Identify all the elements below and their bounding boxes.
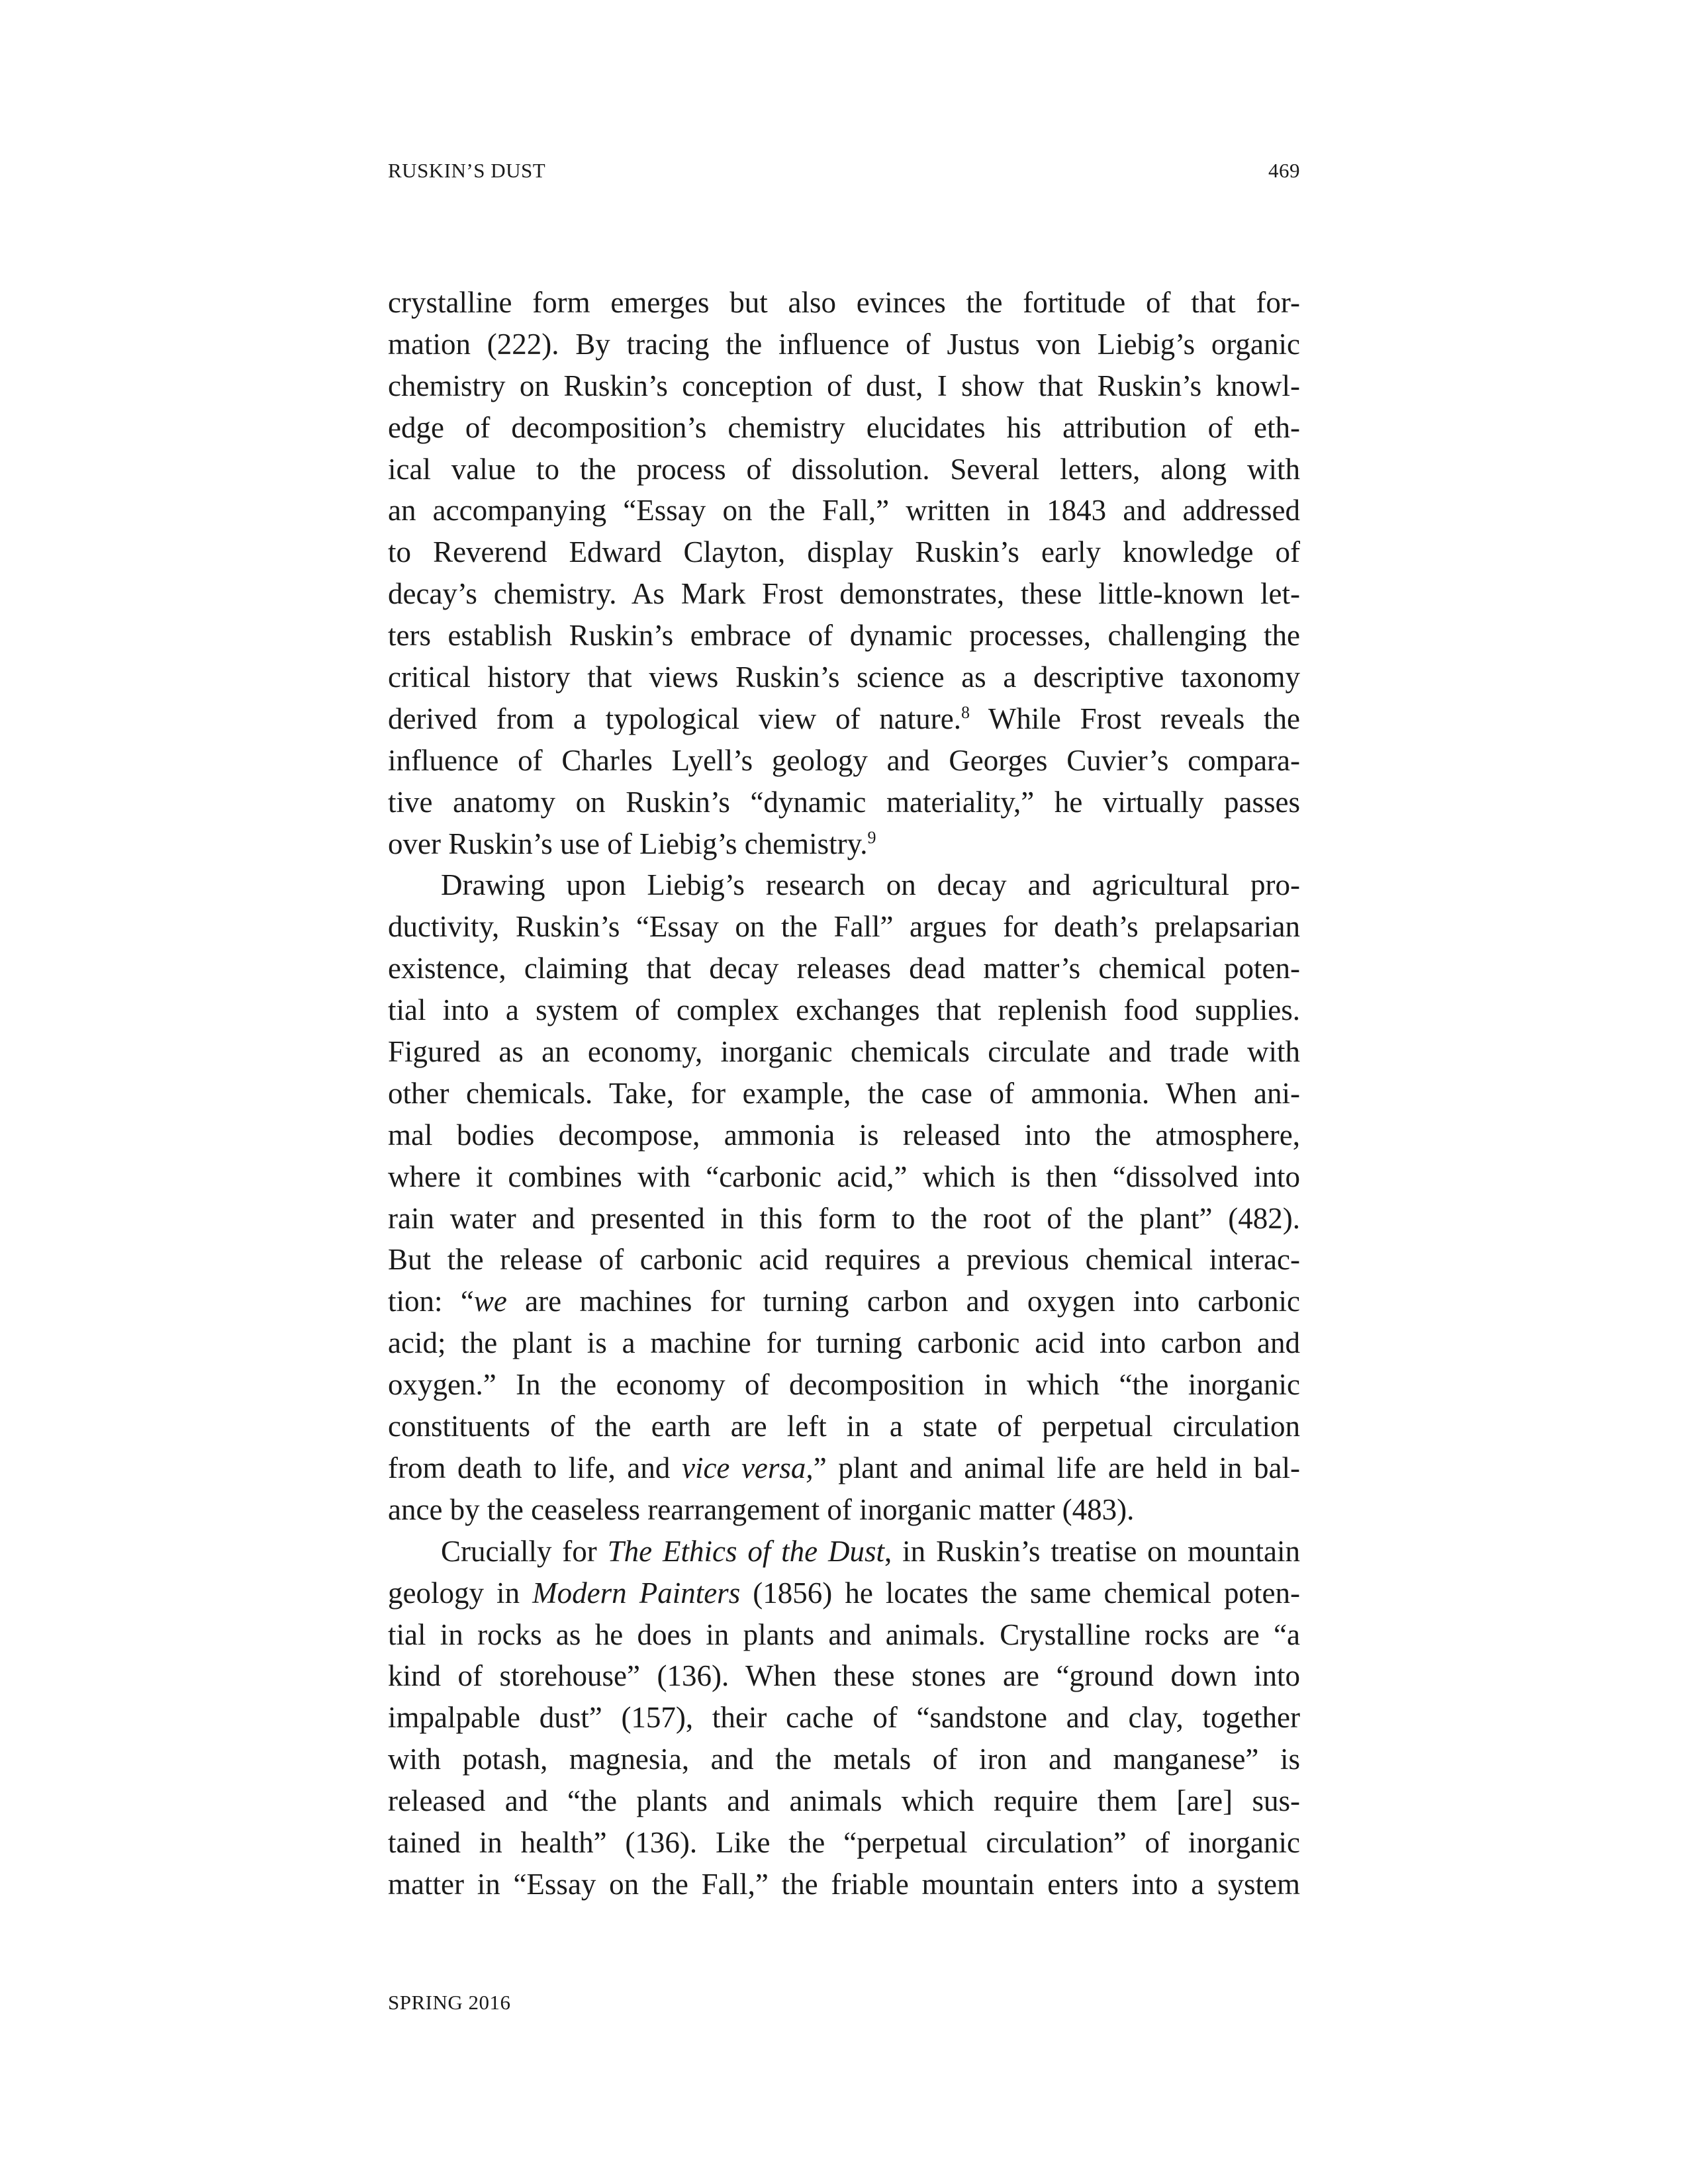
text-run: Crucially for [441, 1534, 608, 1568]
text-line: rain water and presented in this form to the root of the plant” (482). [388, 1201, 1300, 1235]
text-line: mation (222). By tracing the influence of Justus von Liebig’s organic [388, 327, 1300, 361]
text-line: where it combines with “carbonic acid,” which is then “dissolved into [388, 1160, 1300, 1193]
text-line: decay’s chemistry. As Mark Frost demonstrates, these little-known let- [388, 577, 1300, 611]
italic-run: we [473, 1285, 507, 1318]
text-line: Figured as an economy, inorganic chemicals circulate and trade with [388, 1035, 1300, 1069]
text-line: with potash, magnesia, and the metals of iron and manganese” is [388, 1743, 1300, 1776]
text-line: crystalline form emerges but also evinces the fortitude of that for- [388, 286, 1300, 319]
text-line: ance by the ceaseless rearrangement of inorganic matter (483). [388, 1492, 1135, 1526]
text-run: are machines for turning carbon and oxygen into carbonic [506, 1285, 1300, 1318]
text-line: edge of decomposition’s chemistry elucidates his attribution of eth- [388, 410, 1300, 444]
text-line: critical history that views Ruskin’s science as a descriptive taxonomy [388, 660, 1300, 694]
text-line: mal bodies decompose, ammonia is released into the atmosphere, [388, 1118, 1300, 1152]
text-line [388, 1572, 1300, 1614]
italic-run: Modern Painters [532, 1576, 741, 1610]
text-line [388, 1531, 1300, 1572]
text-line: influence of Charles Lyell’s geology and Georges Cuvier’s compara- [388, 743, 1300, 777]
text-line: an accompanying “Essay on the Fall,” written in 1843 and addressed [388, 494, 1300, 527]
body-text [388, 282, 1300, 1905]
footnote-ref-9[interactable]: 9 [867, 827, 876, 847]
text-run: While Frost reveals the [969, 702, 1300, 735]
text-line: tial into a system of complex exchanges that replenish food supplies. [388, 993, 1300, 1027]
text-line: released and “the plants and animals which require them [are] sus- [388, 1784, 1300, 1818]
text-line: matter in “Essay on the Fall,” the friable mountain enters into a system [388, 1867, 1300, 1901]
text-line: oxygen.” In the economy of decomposition in which “the inorganic [388, 1368, 1300, 1402]
text-line [388, 823, 1300, 865]
text-line: tained in health” (136). Like the “perpetual circulation” of inorganic [388, 1825, 1300, 1859]
text-line: acid; the plant is a machine for turning carbonic acid into carbon and [388, 1326, 1300, 1360]
text-line: existence, claiming that decay releases dead matter’s chemical poten- [388, 952, 1300, 985]
footnote-ref-8[interactable]: 8 [961, 702, 970, 722]
text-line [388, 1281, 1300, 1322]
paragraph-2 [388, 864, 1300, 1530]
text-line: to Reverend Edward Clayton, display Ruskin’s early knowledge of [388, 535, 1300, 569]
text-line: constituents of the earth are left in a state of perpetual circulation [388, 1410, 1300, 1443]
text-line [388, 1447, 1300, 1489]
text-line: tial in rocks as he does in plants and animals. Crystalline rocks are “a [388, 1617, 1300, 1651]
text-line [388, 698, 1300, 740]
italic-run: The Ethics of the Dust [607, 1534, 885, 1568]
text-line: other chemicals. Take, for example, the case of ammonia. When ani- [388, 1076, 1300, 1110]
text-line: But the release of carbonic acid requires a previous chemical interac- [388, 1243, 1300, 1277]
page-number: 469 [1268, 159, 1300, 182]
text-run: ” plant and animal life are held in bal- [813, 1451, 1300, 1484]
paragraph-3 [388, 1531, 1300, 1905]
text-run: tion: “ [388, 1285, 474, 1318]
text-run: , in Ruskin’s treatise on mountain [884, 1534, 1301, 1568]
text-line: ters establish Ruskin’s embrace of dynamic processes, challenging the [388, 619, 1300, 653]
text-run: derived from a typological view of nature. [388, 702, 961, 735]
footer-issue: SPRING 2016 [388, 1991, 511, 2014]
text-run: from death to life, and [388, 1451, 682, 1484]
text-run: geology in [388, 1576, 533, 1610]
paragraph-1 [388, 282, 1300, 864]
text-line: ductivity, Ruskin’s “Essay on the Fall” argues for death’s prelapsarian [388, 910, 1300, 944]
text-line: impalpable dust” (157), their cache of “sandstone and clay, together [388, 1701, 1300, 1735]
text-run: (1856) he locates the same chemical poten- [740, 1576, 1300, 1610]
text-line: chemistry on Ruskin’s conception of dust, I show that Ruskin’s knowl- [388, 369, 1300, 402]
italic-run: vice versa, [681, 1451, 814, 1484]
running-head-title: RUSKIN’S DUST [388, 159, 546, 182]
text-line: kind of storehouse” (136). When these stones are “ground down into [388, 1659, 1300, 1693]
text-line: Drawing upon Liebig’s research on decay and agricultural pro- [441, 868, 1300, 902]
text-line: tive anatomy on Ruskin’s “dynamic materiality,” he virtually passes [388, 785, 1300, 819]
text-line: ical value to the process of dissolution. Several letters, along with [388, 452, 1300, 486]
text-run: over Ruskin’s use of Liebig’s chemistry. [388, 827, 868, 860]
running-head [388, 159, 1300, 185]
